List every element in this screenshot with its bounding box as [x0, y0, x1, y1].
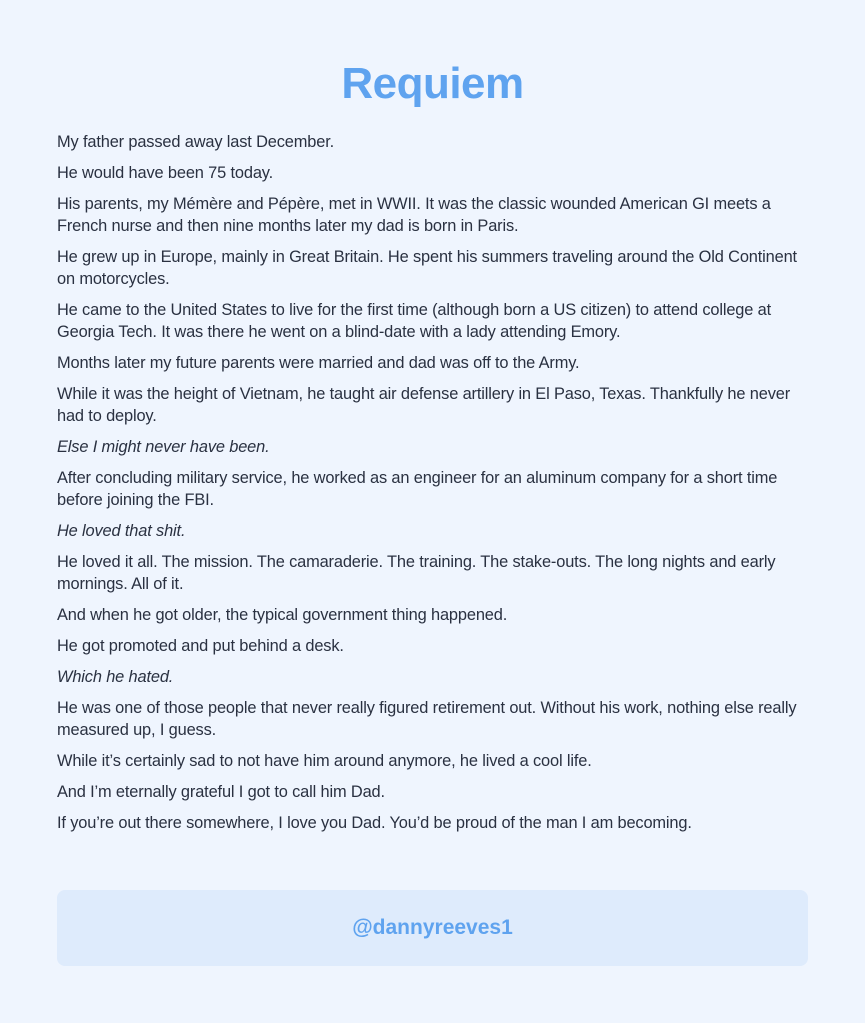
paragraph: And when he got older, the typical government thing happened.	[57, 606, 508, 624]
paragraph: My father passed away last December.	[57, 133, 335, 151]
page-title: Requiem	[341, 59, 524, 108]
paragraph: He loved it all. The mission. The camaraderie. The training. The stake-outs. The long nights and early mornings. All of it.	[57, 553, 776, 593]
paragraph: He came to the United States to live for the first time (although born a US citizen) to attend college at Georgia Tech. It was there he went on a blind-date with a lady attending Emory.	[57, 301, 772, 341]
paragraph: While it’s certainly sad to not have him around anymore, he lived a cool life.	[57, 752, 592, 770]
article	[57, 0, 808, 843]
paragraph: His parents, my Mémère and Pépère, met in WWII. It was the classic wounded American GI meets a French nurse and then nine months later my dad is born in Paris.	[57, 195, 771, 235]
paragraph: While it was the height of Vietnam, he taught air defense artillery in El Paso, Texas. Thankfully he never had to deploy.	[57, 385, 791, 425]
paragraph: He loved that shit.	[57, 522, 186, 540]
paragraph: And I’m eternally grateful I got to call him Dad.	[57, 783, 385, 801]
paragraph: If you’re out there somewhere, I love you Dad. You’d be proud of the man I am becoming.	[57, 814, 692, 832]
paragraph: He grew up in Europe, mainly in Great Britain. He spent his summers traveling around the Old Continent on motorcycles.	[57, 248, 797, 288]
article-body	[57, 131, 808, 834]
paragraph: Months later my future parents were married and dad was off to the Army.	[57, 354, 580, 372]
paragraph: He was one of those people that never really figured retirement out. Without his work, nothing else really measured up, I guess.	[57, 699, 797, 739]
paragraph: Which he hated.	[57, 668, 174, 686]
author-handle-link[interactable]: @dannyreeves1	[352, 916, 513, 939]
paragraph: He got promoted and put behind a desk.	[57, 637, 344, 655]
paragraph: After concluding military service, he worked as an engineer for an aluminum company for a short time before joining the FBI.	[57, 469, 778, 509]
author-card	[57, 890, 808, 966]
paragraph: He would have been 75 today.	[57, 164, 274, 182]
paragraph: Else I might never have been.	[57, 438, 270, 456]
